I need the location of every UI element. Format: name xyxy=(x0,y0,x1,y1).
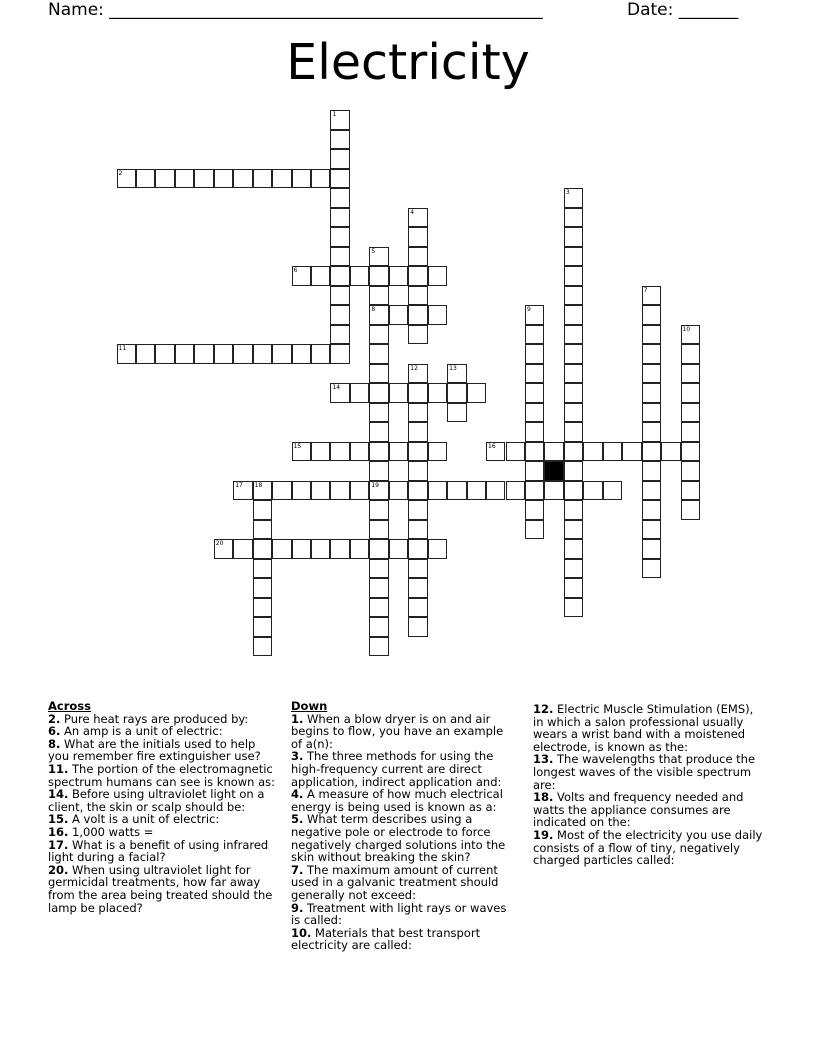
crossword-cell[interactable] xyxy=(330,539,349,559)
crossword-cell[interactable] xyxy=(311,481,330,501)
crossword-cell[interactable] xyxy=(544,481,563,501)
crossword-cell[interactable] xyxy=(233,481,252,501)
crossword-cell[interactable] xyxy=(311,442,330,462)
down-heading: Down xyxy=(291,699,328,713)
crossword-cell[interactable] xyxy=(408,305,427,325)
crossword-cell[interactable] xyxy=(272,539,291,559)
crossword-cell[interactable] xyxy=(564,227,583,247)
crossword-cell[interactable] xyxy=(681,403,700,423)
crossword-cell[interactable] xyxy=(155,344,174,364)
crossword-cell[interactable] xyxy=(330,149,349,169)
clue-item xyxy=(291,927,513,952)
crossword-cell[interactable] xyxy=(389,481,408,501)
crossword-cell[interactable] xyxy=(369,598,388,618)
cell-number: 13 xyxy=(449,364,457,372)
crossword-cell[interactable] xyxy=(253,344,272,364)
clue-number: 4. xyxy=(291,787,304,802)
crossword-cell[interactable] xyxy=(233,539,252,559)
cell-number: 3 xyxy=(565,189,570,196)
crossword-cell[interactable] xyxy=(194,169,213,189)
crossword-cell[interactable] xyxy=(525,305,544,325)
clue-item xyxy=(291,902,513,927)
crossword-cell[interactable] xyxy=(564,344,583,364)
clue-number: 12. xyxy=(533,702,554,716)
cell-number: 10 xyxy=(682,325,691,333)
crossword-cell[interactable] xyxy=(428,266,447,286)
crossword-cell[interactable] xyxy=(350,442,369,462)
crossword-cell[interactable] xyxy=(369,539,388,559)
crossword-cell[interactable] xyxy=(292,169,311,189)
crossword-cell[interactable] xyxy=(661,442,680,462)
crossword-cell[interactable] xyxy=(681,442,700,462)
clue-text: When using ultraviolet light for germicidal treatments, how far away from the area being treated should the lamp be placed? xyxy=(48,862,273,915)
clue-number: 16. xyxy=(48,824,69,839)
crossword-cell[interactable] xyxy=(544,442,563,462)
cell-number: 20 xyxy=(215,540,224,547)
crossword-cell[interactable] xyxy=(369,500,388,520)
crossword-cell[interactable] xyxy=(564,442,583,462)
crossword-cell[interactable] xyxy=(369,637,388,657)
clue-text: Materials that best transport electricity are called: xyxy=(291,925,481,953)
crossword-cell[interactable] xyxy=(506,442,525,462)
across-clues xyxy=(48,700,278,914)
crossword-cell[interactable] xyxy=(408,617,427,637)
cell-number: 9 xyxy=(526,306,531,313)
crossword-cell[interactable] xyxy=(369,422,388,442)
crossword-cell[interactable] xyxy=(292,442,311,462)
crossword-cell[interactable] xyxy=(369,559,388,579)
crossword-cell[interactable] xyxy=(175,344,194,364)
across-heading: Across xyxy=(48,699,91,713)
crossword-cell[interactable] xyxy=(564,500,583,520)
crossword-cell[interactable] xyxy=(253,578,272,598)
crossword-cell[interactable] xyxy=(350,481,369,501)
crossword-cell[interactable] xyxy=(467,481,486,501)
crossword-cell[interactable] xyxy=(525,442,544,462)
crossword-cell[interactable] xyxy=(681,325,700,345)
crossword-cell[interactable] xyxy=(408,364,427,384)
clue-number: 17. xyxy=(48,837,69,852)
crossword-cell[interactable] xyxy=(681,481,700,501)
clue-text: Volts and frequency needed and watts the appliance consumes are indicated on the: xyxy=(533,790,744,830)
crossword-cell[interactable] xyxy=(214,169,233,189)
crossword-cell[interactable] xyxy=(681,422,700,442)
crossword-cell[interactable] xyxy=(564,578,583,598)
crossword-cell[interactable] xyxy=(233,169,252,189)
cell-number: 7 xyxy=(643,286,648,294)
cell-number: 8 xyxy=(371,306,376,313)
crossword-cell[interactable] xyxy=(369,520,388,540)
crossword-cell[interactable] xyxy=(330,208,349,228)
crossword-cell[interactable] xyxy=(253,617,272,637)
crossword-cell[interactable] xyxy=(272,169,291,189)
crossword-cell[interactable] xyxy=(117,169,136,189)
crossword-cell[interactable] xyxy=(330,266,349,286)
crossword-cell[interactable] xyxy=(564,520,583,540)
name-field-label: Name: ___________________________________________________ xyxy=(48,0,543,20)
crossword-cell[interactable] xyxy=(330,442,349,462)
clue-text: What are the initials used to help you remember fire extinguisher use? xyxy=(48,736,261,764)
cell-number: 15 xyxy=(293,442,302,450)
crossword-cell[interactable] xyxy=(389,266,408,286)
crossword-cell[interactable] xyxy=(253,637,272,657)
crossword-cell[interactable] xyxy=(525,383,544,403)
crossword-cell[interactable] xyxy=(603,442,622,462)
crossword-cell[interactable] xyxy=(253,520,272,540)
crossword-cell[interactable] xyxy=(117,344,136,364)
crossword-cell[interactable] xyxy=(369,364,388,384)
crossword-cell[interactable] xyxy=(564,559,583,579)
crossword-cell[interactable] xyxy=(583,442,602,462)
crossword-cell[interactable] xyxy=(622,442,641,462)
crossword-cell[interactable] xyxy=(525,364,544,384)
crossword-cell[interactable] xyxy=(408,247,427,267)
crossword-cell[interactable] xyxy=(194,344,213,364)
crossword-cell[interactable] xyxy=(330,305,349,325)
crossword-cell[interactable] xyxy=(408,227,427,247)
crossword-cell[interactable] xyxy=(447,383,466,403)
crossword-cell[interactable] xyxy=(642,481,661,501)
crossword-cell[interactable] xyxy=(642,559,661,579)
crossword-cell[interactable] xyxy=(330,481,349,501)
clue-text: Treatment with light rays or waves is called: xyxy=(291,900,507,928)
crossword-cell[interactable] xyxy=(389,383,408,403)
crossword-cell[interactable] xyxy=(292,344,311,364)
crossword-cell[interactable] xyxy=(369,325,388,345)
date-field-label: Date: _______ xyxy=(627,0,739,20)
clue-item xyxy=(291,788,513,813)
crossword-cell[interactable] xyxy=(428,481,447,501)
crossword-cell[interactable] xyxy=(253,481,272,501)
crossword-cell[interactable] xyxy=(253,500,272,520)
crossword-cell[interactable] xyxy=(642,364,661,384)
clue-text: 1,000 watts = xyxy=(68,824,154,839)
crossword-cell[interactable] xyxy=(292,481,311,501)
crossword-cell[interactable] xyxy=(681,383,700,403)
crossword-cell[interactable] xyxy=(642,539,661,559)
clue-number: 6. xyxy=(48,724,61,739)
crossword-cell[interactable] xyxy=(447,481,466,501)
clue-number: 5. xyxy=(291,812,304,827)
cell-number: 19 xyxy=(371,481,379,489)
clue-item xyxy=(533,753,763,791)
crossword-cell[interactable] xyxy=(311,266,330,286)
crossword-cell[interactable] xyxy=(311,539,330,559)
crossword-cell[interactable] xyxy=(408,383,427,403)
clue-number: 11. xyxy=(48,761,69,776)
clue-text: The maximum amount of current used in a galvanic treatment should generally not exceed: xyxy=(291,862,499,902)
crossword-cell[interactable] xyxy=(408,403,427,423)
crossword-cell[interactable] xyxy=(369,442,388,462)
clue-item xyxy=(291,713,513,751)
crossword-cell[interactable] xyxy=(681,344,700,364)
clue-number: 19. xyxy=(533,827,554,842)
clue-number: 3. xyxy=(291,749,304,764)
crossword-cell[interactable] xyxy=(525,520,544,540)
crossword-cell[interactable] xyxy=(642,286,661,306)
crossword-cell[interactable] xyxy=(564,364,583,384)
clue-item xyxy=(291,864,513,902)
clue-item xyxy=(291,813,513,863)
crossword-cell[interactable] xyxy=(408,481,427,501)
clue-item xyxy=(48,864,278,914)
crossword-cell[interactable] xyxy=(408,461,427,481)
crossword-cell[interactable] xyxy=(467,383,486,403)
down-clues xyxy=(291,700,513,952)
crossword-cell[interactable] xyxy=(408,325,427,345)
clue-number: 18. xyxy=(533,790,554,805)
crossword-cell[interactable] xyxy=(408,286,427,306)
crossword-cell[interactable] xyxy=(330,188,349,208)
crossword-cell[interactable] xyxy=(408,266,427,286)
down-clues-continued xyxy=(533,700,763,867)
clue-text: Before using ultraviolet light on a client, the skin or scalp should be: xyxy=(48,787,265,814)
crossword-block xyxy=(544,461,563,481)
crossword-cell[interactable] xyxy=(603,481,622,501)
clue-item xyxy=(291,750,513,788)
clue-item xyxy=(48,788,278,813)
crossword-cell[interactable] xyxy=(389,539,408,559)
page-title: Electricity xyxy=(286,34,530,91)
crossword-cell[interactable] xyxy=(369,461,388,481)
crossword-cell[interactable] xyxy=(583,481,602,501)
crossword-cell[interactable] xyxy=(525,481,544,501)
crossword-cell[interactable] xyxy=(506,481,525,501)
crossword-cell[interactable] xyxy=(642,344,661,364)
crossword-cell[interactable] xyxy=(136,169,155,189)
crossword-cell[interactable] xyxy=(642,325,661,345)
crossword-cell[interactable] xyxy=(408,598,427,618)
crossword-cell[interactable] xyxy=(408,520,427,540)
clue-item xyxy=(48,738,278,763)
crossword-cell[interactable] xyxy=(408,559,427,579)
crossword-cell[interactable] xyxy=(389,305,408,325)
crossword-cell[interactable] xyxy=(253,539,272,559)
crossword-cell[interactable] xyxy=(564,208,583,228)
cell-number: 2 xyxy=(118,169,123,177)
crossword-cell[interactable] xyxy=(369,481,388,501)
clue-item xyxy=(533,791,763,829)
clue-number: 15. xyxy=(48,812,69,827)
cell-number: 17 xyxy=(235,481,243,489)
clue-item xyxy=(48,839,278,864)
clue-number: 14. xyxy=(48,787,69,802)
crossword-cell[interactable] xyxy=(253,169,272,189)
clue-text: When a blow dryer is on and air begins to flow, you have an example of a(n): xyxy=(291,711,504,751)
crossword-cell[interactable] xyxy=(564,598,583,618)
cell-number: 11 xyxy=(118,345,127,352)
crossword-cell[interactable] xyxy=(564,305,583,325)
crossword-cell[interactable] xyxy=(642,500,661,520)
crossword-cell[interactable] xyxy=(330,286,349,306)
crossword-cell[interactable] xyxy=(369,305,388,325)
crossword-cell[interactable] xyxy=(486,442,505,462)
crossword-cell[interactable] xyxy=(175,169,194,189)
clue-number: 2. xyxy=(48,711,61,726)
crossword-cell[interactable] xyxy=(681,461,700,481)
crossword-cell[interactable] xyxy=(272,481,291,501)
cell-number: 5 xyxy=(371,247,376,255)
clue-text: Electric Muscle Stimulation (EMS), in which a salon professional usually wears a wrist band with a moistened electrode, is known as the: xyxy=(533,702,754,754)
crossword-cell[interactable] xyxy=(369,383,388,403)
clue-text: A measure of how much electrical energy is being used is known as a: xyxy=(291,787,503,814)
crossword-cell[interactable] xyxy=(564,325,583,345)
crossword-cell[interactable] xyxy=(408,208,427,228)
crossword-cell[interactable] xyxy=(330,325,349,345)
cell-number: 6 xyxy=(293,267,298,274)
crossword-cell[interactable] xyxy=(486,481,505,501)
crossword-cell[interactable] xyxy=(311,169,330,189)
crossword-cell[interactable] xyxy=(214,539,233,559)
crossword-cell[interactable] xyxy=(447,403,466,423)
crossword-cell[interactable] xyxy=(642,422,661,442)
clue-text: What is a benefit of using infrared light during a facial? xyxy=(48,837,269,865)
cell-number: 18 xyxy=(254,481,263,489)
crossword-cell[interactable] xyxy=(350,266,369,286)
crossword-cell[interactable] xyxy=(564,266,583,286)
crossword-cell[interactable] xyxy=(369,247,388,267)
crossword-cell[interactable] xyxy=(447,364,466,384)
crossword-cell[interactable] xyxy=(642,305,661,325)
crossword-cell[interactable] xyxy=(642,442,661,462)
crossword-cell[interactable] xyxy=(155,169,174,189)
crossword-cell[interactable] xyxy=(369,344,388,364)
clue-number: 13. xyxy=(533,752,554,767)
crossword-cell[interactable] xyxy=(642,520,661,540)
cell-number: 4 xyxy=(410,208,415,216)
clue-text: The three methods for using the high-frequency current are direct application, indirect application and: xyxy=(291,749,502,789)
crossword-cell[interactable] xyxy=(214,344,233,364)
crossword-cell[interactable] xyxy=(564,403,583,423)
crossword-cell[interactable] xyxy=(272,344,291,364)
clue-text: A volt is a unit of electric: xyxy=(68,812,220,827)
crossword-cell[interactable] xyxy=(330,383,349,403)
crossword-cell[interactable] xyxy=(330,227,349,247)
crossword-cell[interactable] xyxy=(233,344,252,364)
crossword-cell[interactable] xyxy=(330,344,349,364)
crossword-cell[interactable] xyxy=(564,422,583,442)
clue-text: The wavelengths that produce the longest waves of the visible spectrum are: xyxy=(533,752,756,792)
crossword-cell[interactable] xyxy=(408,539,427,559)
crossword-cell[interactable] xyxy=(292,266,311,286)
crossword-cell[interactable] xyxy=(330,130,349,150)
crossword-cell[interactable] xyxy=(408,578,427,598)
crossword-cell[interactable] xyxy=(428,442,447,462)
crossword-cell[interactable] xyxy=(681,500,700,520)
crossword-cell[interactable] xyxy=(350,539,369,559)
crossword-cell[interactable] xyxy=(642,461,661,481)
crossword-cell[interactable] xyxy=(564,188,583,208)
crossword-cell[interactable] xyxy=(642,403,661,423)
clue-text: Most of the electricity you use daily consists of a flow of tiny, negatively charged particles called: xyxy=(533,827,763,868)
clue-number: 7. xyxy=(291,862,304,877)
crossword-cell[interactable] xyxy=(681,364,700,384)
crossword-cell[interactable] xyxy=(564,539,583,559)
clue-text: Pure heat rays are produced by: xyxy=(60,711,249,726)
crossword-cell[interactable] xyxy=(525,325,544,345)
crossword-cell[interactable] xyxy=(428,305,447,325)
crossword-cell[interactable] xyxy=(253,559,272,579)
crossword-cell[interactable] xyxy=(564,383,583,403)
crossword-cell[interactable] xyxy=(253,598,272,618)
crossword-cell[interactable] xyxy=(525,461,544,481)
clue-text: The portion of the electromagnetic spectrum humans can see is known as: xyxy=(48,761,276,789)
crossword-cell[interactable] xyxy=(564,286,583,306)
clue-number: 9. xyxy=(291,900,304,915)
cell-number: 16 xyxy=(488,442,496,450)
clue-number: 1. xyxy=(291,711,304,726)
clue-item xyxy=(533,829,763,867)
crossword-cell[interactable] xyxy=(525,422,544,442)
crossword-cell[interactable] xyxy=(330,247,349,267)
crossword-cell[interactable] xyxy=(369,403,388,423)
crossword-cell[interactable] xyxy=(525,403,544,423)
crossword-cell[interactable] xyxy=(330,169,349,189)
crossword-cell[interactable] xyxy=(369,286,388,306)
crossword-cell[interactable] xyxy=(428,383,447,403)
crossword-cell[interactable] xyxy=(389,442,408,462)
cell-number: 12 xyxy=(410,364,418,372)
crossword-cell[interactable] xyxy=(369,617,388,637)
crossword-cell[interactable] xyxy=(408,442,427,462)
crossword-cell[interactable] xyxy=(292,539,311,559)
crossword-cell[interactable] xyxy=(350,383,369,403)
clue-number: 10. xyxy=(291,925,312,940)
crossword-cell[interactable] xyxy=(428,539,447,559)
crossword-cell[interactable] xyxy=(369,266,388,286)
clue-number: 8. xyxy=(48,736,61,751)
clue-text: What term describes using a negative pole or electrode to force negatively charged solutions into the skin without breaking the skin? xyxy=(291,812,506,865)
crossword-cell[interactable] xyxy=(136,344,155,364)
crossword-cell[interactable] xyxy=(369,578,388,598)
crossword-cell[interactable] xyxy=(525,344,544,364)
clue-item xyxy=(533,703,763,753)
clue-item xyxy=(48,763,278,788)
crossword-cell[interactable] xyxy=(408,422,427,442)
crossword-cell[interactable] xyxy=(408,500,427,520)
clue-text: An amp is a unit of electric: xyxy=(60,724,223,739)
clue-number: 20. xyxy=(48,862,69,877)
crossword-cell[interactable] xyxy=(525,500,544,520)
crossword-cell[interactable] xyxy=(564,481,583,501)
cell-number: 1 xyxy=(332,111,337,118)
crossword-cell[interactable] xyxy=(642,383,661,403)
crossword-cell[interactable] xyxy=(564,247,583,267)
crossword-cell[interactable] xyxy=(564,461,583,481)
crossword-cell[interactable] xyxy=(330,110,349,130)
crossword-cell[interactable] xyxy=(311,344,330,364)
cell-number: 14 xyxy=(332,384,341,391)
